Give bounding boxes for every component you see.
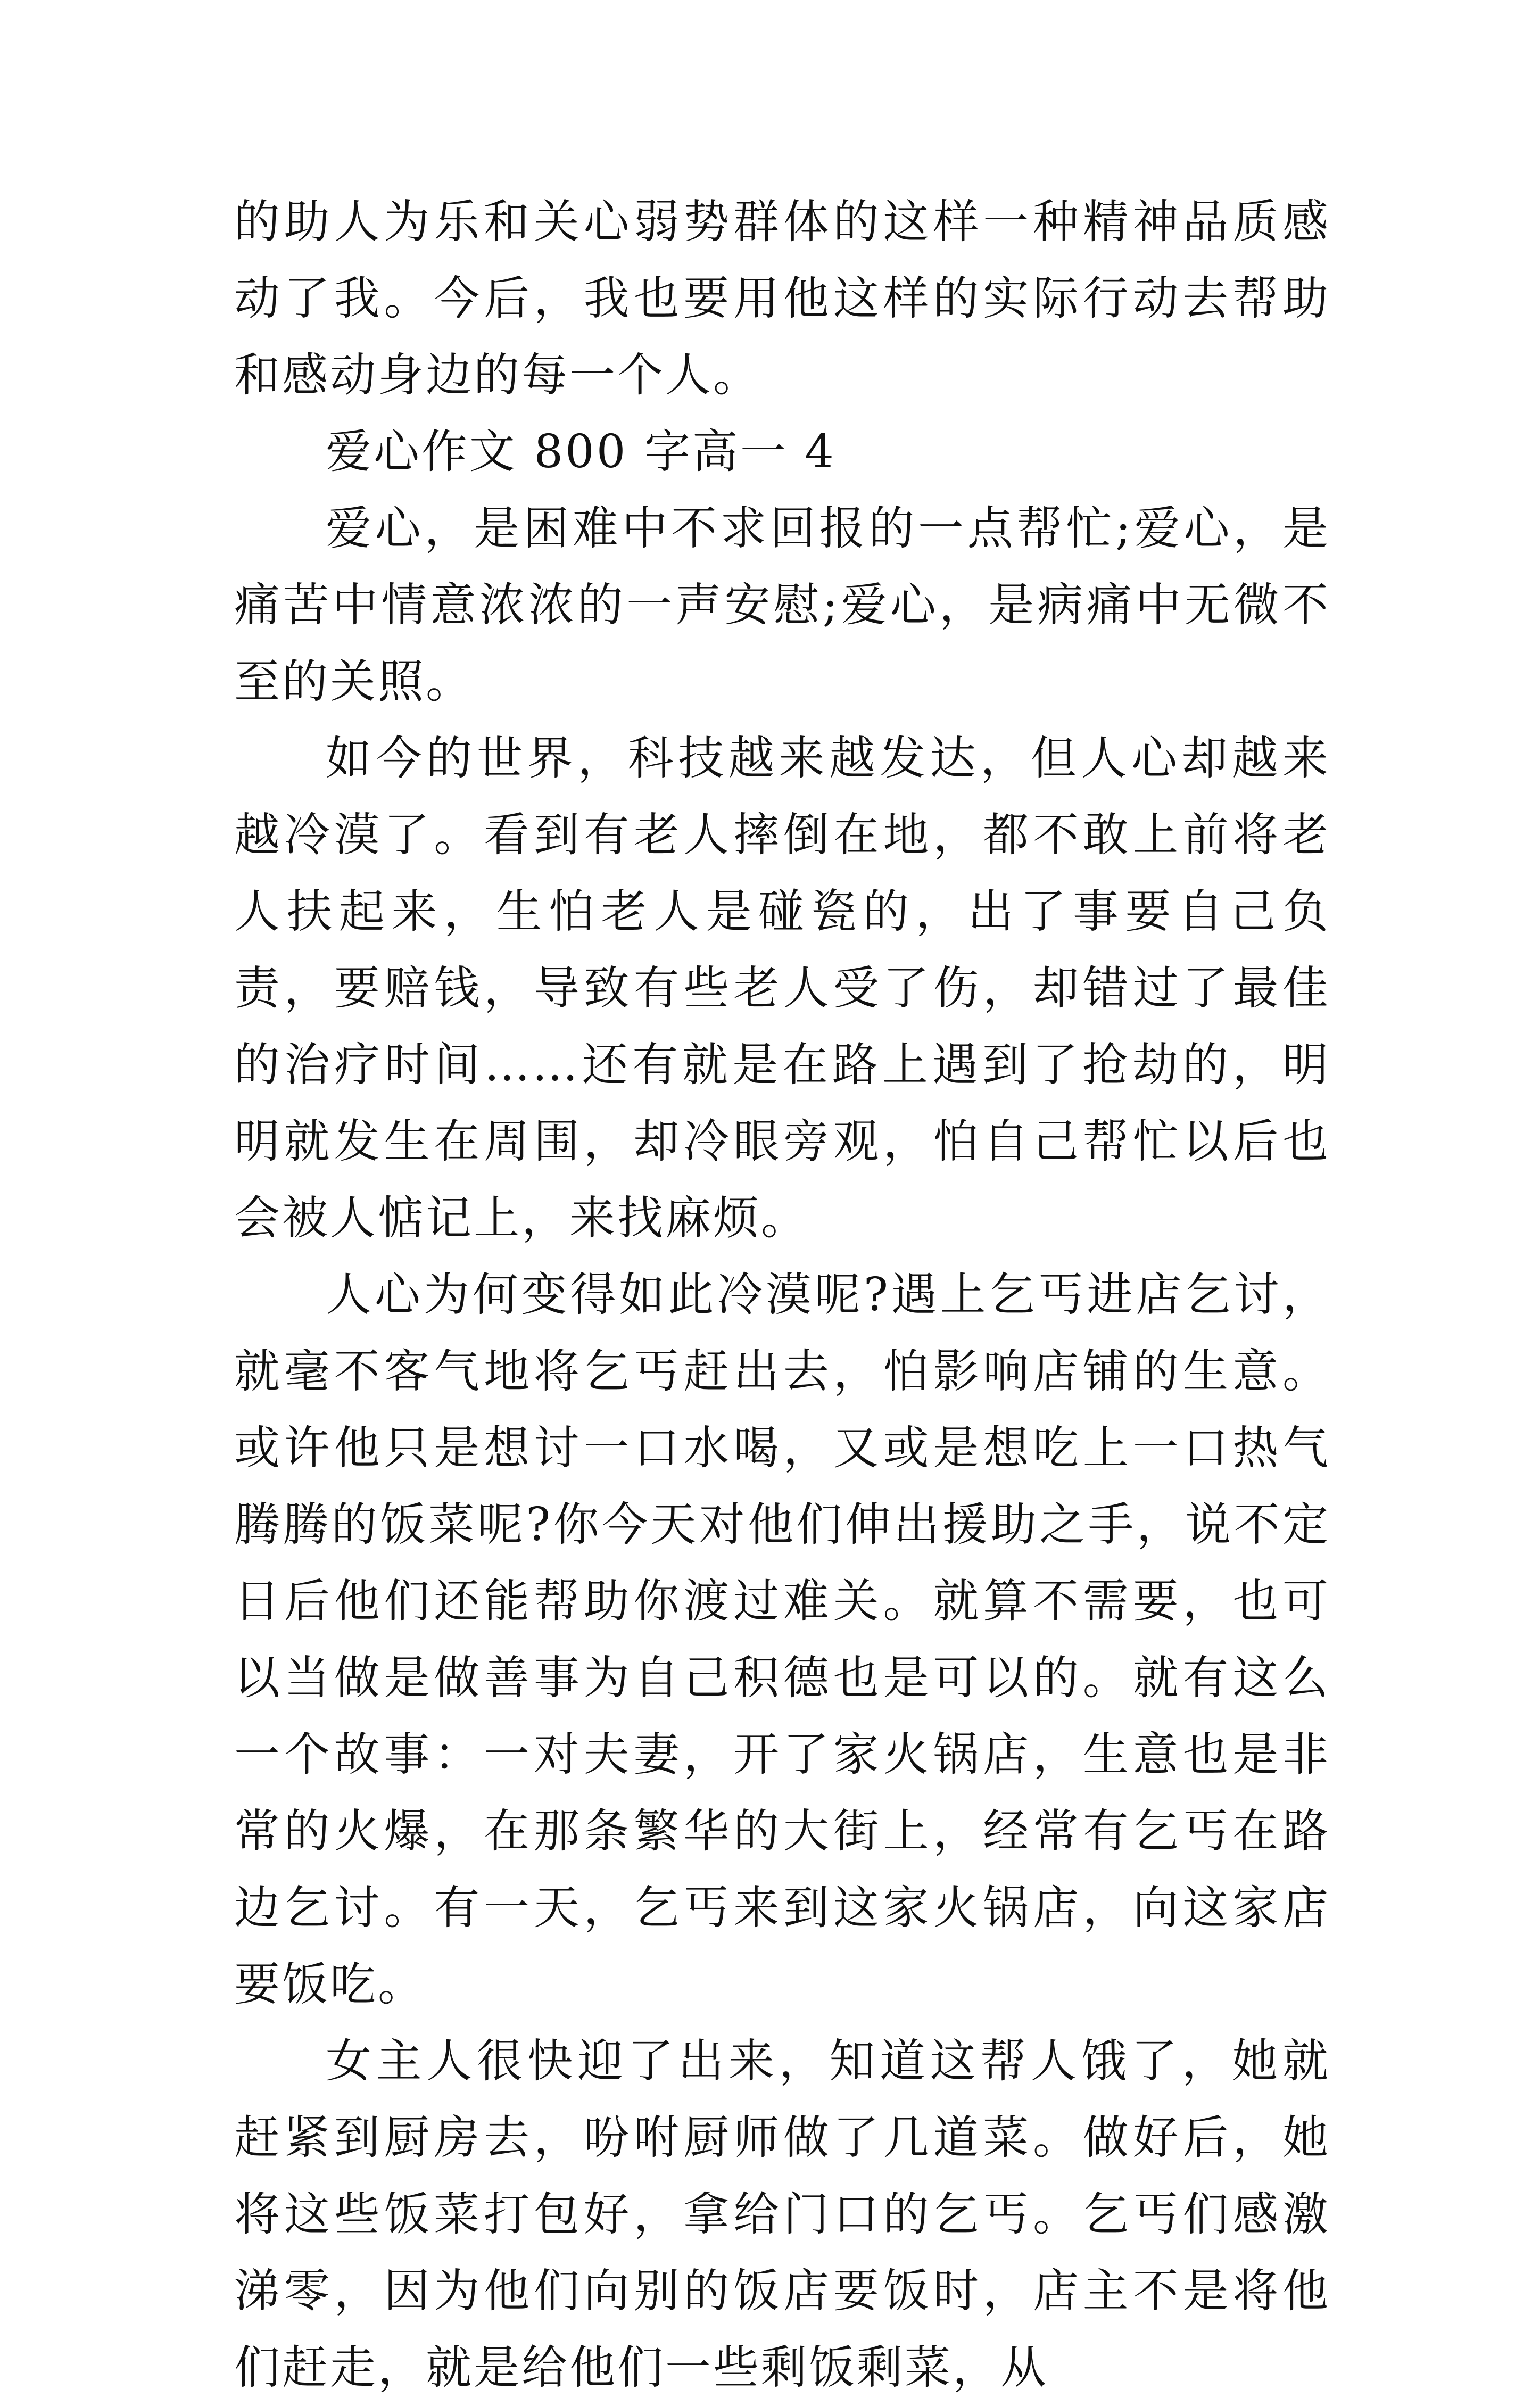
paragraph-hostess: 女主人很快迎了出来，知道这帮人饿了，她就赶紧到厨房去，吩咐厨师做了几道菜。做好后，她将这些饭菜打包好，拿给门口的乞丐。乞丐们感激涕零，因为他们向别的饭店要饭时，店主不是将他们赶走，就是给他们一些剩饭剩菜，从 [234,2035,1330,2394]
essay-heading: 爱心作文 800 字高一 4 [326,425,836,478]
paragraph-beggar-story: 人心为何变得如此冷漠呢?遇上乞丐进店乞讨，就毫不客气地将乞丐赶出去，怕影响店铺的生意。或许他只是想讨一口水喝，又或是想吃上一口热气腾腾的饭菜呢?你今天对他们伸出援助之手，说不定日后他们还能帮助你渡过难关。就算不需要，也可以当做是做善事为自己积德也是可以的。就有这么一个故事：一对夫妻，开了家火锅店，生意也是非常的火爆，在那条繁华的大街上，经常有乞丐在路边乞讨。有一天，乞丐来到这家火锅店，向这家店要饭吃。 [234,1268,1330,2011]
paragraph-continuation: 的助人为乐和关心弱势群体的这样一种精神品质感动了我。今后，我也要用他这样的实际行动去帮助和感动身边的每一个人。 [234,195,1330,402]
paragraph-modern-world: 如今的世界，科技越来越发达，但人心却越来越冷漠了。看到有老人摔倒在地，都不敢上前将老人扶起来，生怕老人是碰瓷的，出了事要自己负责，要赔钱，导致有些老人受了伤，却错过了最佳的治疗时间……还有就是在路上遇到了抢劫的，明明就发生在周围，却冷眼旁观，怕自己帮忙以后也会被人惦记上，来找麻烦。 [234,732,1330,1245]
document-body [234,184,1330,2406]
paragraph-definition: 爱心，是困难中不求回报的一点帮忙;爱心，是痛苦中情意浓浓的一声安慰;爱心，是病痛中无微不至的关照。 [234,502,1330,708]
